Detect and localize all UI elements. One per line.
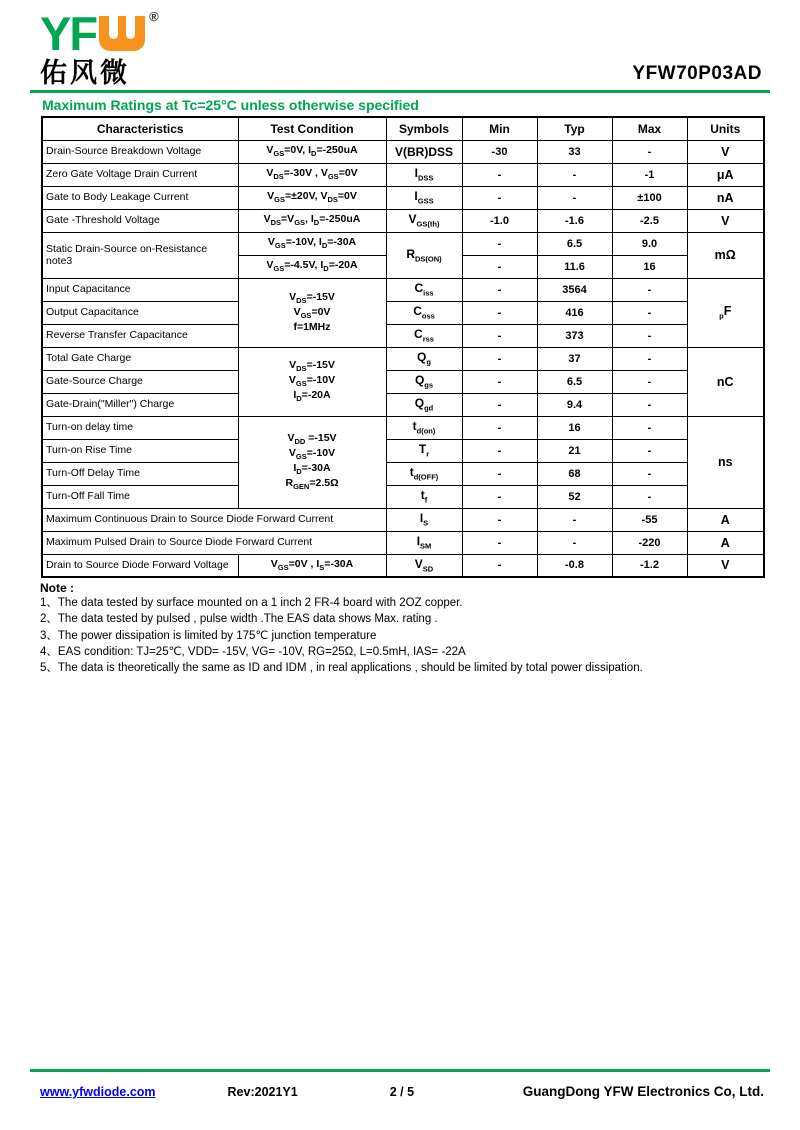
- characteristic-cell: Turn-on Rise Time: [42, 439, 238, 462]
- typ-cell: 3564: [537, 278, 612, 301]
- symbol-cell: $I_S$: [386, 508, 462, 531]
- characteristic-cell: Maximum Continuous Drain to Source Diode Forward Current: [42, 508, 386, 531]
- unit-cell: V: [687, 209, 764, 232]
- typ-cell: 9.4: [537, 393, 612, 416]
- max-cell: -: [612, 347, 687, 370]
- website-link[interactable]: www.yfwdiode.com: [40, 1085, 156, 1099]
- note-item-4: 4、EAS condition: TJ=25℃, VDD= -15V, VG= -10V, RG=25Ω, L=0.5mH, IAS= -22A: [40, 645, 466, 658]
- max-cell: -: [612, 393, 687, 416]
- table-row: [42, 508, 764, 531]
- typ-cell: 6.5: [537, 370, 612, 393]
- condition-cell: $V_{GS}=-4.5V$, $I_D=-20A$: [238, 255, 386, 278]
- min-cell: -: [462, 554, 537, 577]
- note-item-1: 1、The data tested by surface mounted on a 1 inch 2 FR-4 board with 2OZ copper.: [40, 597, 463, 609]
- symbol-cell: $I_{DSS}$: [386, 163, 462, 186]
- characteristic-cell: Input Capacitance: [42, 278, 238, 301]
- col-characteristics: Characteristics: [42, 117, 238, 140]
- min-cell: -: [462, 255, 537, 278]
- col-min: Min: [462, 117, 537, 140]
- min-cell: -: [462, 278, 537, 301]
- logo-yf-letters: YF: [40, 7, 97, 60]
- notes-section: [40, 581, 800, 677]
- condition-cell: $V_{DS}=-15V$ $V_{GS}=0V$ f=1MHz: [238, 278, 386, 347]
- min-cell: -: [462, 347, 537, 370]
- col-max: Max: [612, 117, 687, 140]
- symbol-cell: $Q_g$: [386, 347, 462, 370]
- condition-cell: $V_{DS}=-15V$ $V_{GS}=-10V$ $I_D=-20A$: [238, 347, 386, 416]
- symbol-cell: $I_{GSS}$: [386, 186, 462, 209]
- unit-cell: V: [687, 554, 764, 577]
- typ-cell: 416: [537, 301, 612, 324]
- characteristic-cell: Gate -Threshold Voltage: [42, 209, 238, 232]
- characteristic-cell: Gate to Body Leakage Current: [42, 186, 238, 209]
- characteristic-cell: Static Drain-Source on-Resistance note3: [42, 232, 238, 278]
- table-row: [42, 163, 764, 186]
- characteristic-cell: Turn-on delay time: [42, 416, 238, 439]
- typ-cell: 37: [537, 347, 612, 370]
- max-cell: -1: [612, 163, 687, 186]
- max-cell: -: [612, 485, 687, 508]
- min-cell: -: [462, 531, 537, 554]
- symbol-cell: $I_{SM}$: [386, 531, 462, 554]
- unit-cell: mΩ: [687, 232, 764, 278]
- table-row: [42, 485, 764, 508]
- typ-cell: 21: [537, 439, 612, 462]
- table-row: [42, 347, 764, 370]
- table-row: [42, 209, 764, 232]
- col-symbols: Symbols: [386, 117, 462, 140]
- symbol-cell: $t_{d(OFF)}$: [386, 462, 462, 485]
- max-cell: -: [612, 416, 687, 439]
- page-number: 2 / 5: [389, 1085, 415, 1099]
- min-cell: -: [462, 462, 537, 485]
- typ-cell: -: [537, 531, 612, 554]
- symbol-cell: $C_{rss}$: [386, 324, 462, 347]
- max-cell: -220: [612, 531, 687, 554]
- characteristic-cell: Drain to Source Diode Forward Voltage: [42, 554, 238, 577]
- min-cell: -: [462, 232, 537, 255]
- characteristic-cell: Zero Gate Voltage Drain Current: [42, 163, 238, 186]
- min-cell: -: [462, 485, 537, 508]
- characteristic-cell: Maximum Pulsed Drain to Source Diode Forward Current: [42, 531, 386, 554]
- typ-cell: 33: [537, 140, 612, 163]
- symbol-cell: V(BR)DSS: [386, 140, 462, 163]
- min-cell: -: [462, 393, 537, 416]
- min-cell: -30: [462, 140, 537, 163]
- revision-label: Rev:2021Y1: [227, 1085, 298, 1099]
- typ-cell: 16: [537, 416, 612, 439]
- characteristic-cell: Gate-Source Charge: [42, 370, 238, 393]
- typ-cell: 52: [537, 485, 612, 508]
- typ-cell: -: [537, 508, 612, 531]
- characteristic-cell: Turn-Off Fall Time: [42, 485, 238, 508]
- max-cell: -: [612, 301, 687, 324]
- unit-cell: A: [687, 508, 764, 531]
- symbol-cell: $Q_{gd}$: [386, 393, 462, 416]
- condition-cell: $V_{GS}=0V$, $I_D=-250uA$: [238, 140, 386, 163]
- unit-cell: ns: [687, 416, 764, 508]
- condition-cell: $V_{DS}=V_{GS}$, $I_D=-250uA$: [238, 209, 386, 232]
- table-row: [42, 140, 764, 163]
- typ-cell: 373: [537, 324, 612, 347]
- note-item-2: 2、The data tested by pulsed , pulse width .The EAS data shows Max. rating .: [40, 613, 438, 626]
- typ-cell: -0.8: [537, 554, 612, 577]
- unit-cell: A: [687, 531, 764, 554]
- condition-cell: $V_{GS}=\pm 20V$, $V_{DS}=0V$: [238, 186, 386, 209]
- min-cell: -: [462, 186, 537, 209]
- table-row: [42, 370, 764, 393]
- min-cell: -: [462, 370, 537, 393]
- symbol-cell: $t_{d(on)}$: [386, 416, 462, 439]
- registered-trademark-icon: ®: [149, 9, 159, 24]
- unit-cell: nA: [687, 186, 764, 209]
- unit-cell: $_p$F: [687, 278, 764, 347]
- max-cell: 16: [612, 255, 687, 278]
- col-units: Units: [687, 117, 764, 140]
- symbol-cell: $C_{iss}$: [386, 278, 462, 301]
- table-row: [42, 278, 764, 301]
- min-cell: -: [462, 163, 537, 186]
- table-row: [42, 462, 764, 485]
- table-row: [42, 232, 764, 255]
- symbol-cell: $R_{DS(ON)}$: [386, 232, 462, 278]
- table-row: [42, 439, 764, 462]
- logo-w-notch: [126, 16, 135, 39]
- logo-chinese-name: 佑风微: [40, 58, 130, 89]
- min-cell: -: [462, 301, 537, 324]
- symbol-cell: $C_{oss}$: [386, 301, 462, 324]
- max-cell: -: [612, 462, 687, 485]
- typ-cell: 11.6: [537, 255, 612, 278]
- characteristic-cell: Output Capacitance: [42, 301, 238, 324]
- company-logo: [40, 7, 159, 89]
- max-cell: ±100: [612, 186, 687, 209]
- unit-cell: V: [687, 140, 764, 163]
- max-cell: -: [612, 278, 687, 301]
- typ-cell: 68: [537, 462, 612, 485]
- condition-cell: $V_{GS}=0V$ , $I_S=-30A$: [238, 554, 386, 577]
- condition-cell: $V_{DS}=-30V$ , $V_{GS}=0V$: [238, 163, 386, 186]
- logo-wordmark: [40, 7, 159, 60]
- table-row: [42, 531, 764, 554]
- condition-cell: $V_{GS}=-10V$, $I_D=-30A$: [238, 232, 386, 255]
- table-row: [42, 301, 764, 324]
- max-cell: -1.2: [612, 554, 687, 577]
- col-test-condition: Test Condition: [238, 117, 386, 140]
- symbol-cell: $t_f$: [386, 485, 462, 508]
- typ-cell: -: [537, 186, 612, 209]
- page-footer: [0, 1066, 800, 1099]
- page-header: [0, 0, 800, 87]
- company-name: GuangDong YFW Electronics Co, Ltd.: [522, 1084, 764, 1099]
- condition-cell: $V_{DD} =-15V$ $V_{GS}=-10V$ $I_D=-30A$ $R_{GEN}=2.5\Omega$: [238, 416, 386, 508]
- unit-cell: nC: [687, 347, 764, 416]
- footer-row: [0, 1072, 800, 1099]
- col-typ: Typ: [537, 117, 612, 140]
- characteristic-cell: Total Gate Charge: [42, 347, 238, 370]
- max-cell: -: [612, 370, 687, 393]
- characteristic-cell: Reverse Transfer Capacitance: [42, 324, 238, 347]
- min-cell: -1.0: [462, 209, 537, 232]
- typ-cell: -: [537, 163, 612, 186]
- section-title: Maximum Ratings at Tc=25°C unless otherwise specified: [42, 97, 419, 113]
- characteristic-cell: Drain-Source Breakdown Voltage: [42, 140, 238, 163]
- min-cell: -: [462, 508, 537, 531]
- table-row: [42, 186, 764, 209]
- note-item-5: 5、The data is theoretically the same as ID and IDM , in real applications , should be limited by total power dissipation.: [40, 662, 643, 675]
- table-header-row: [42, 117, 764, 140]
- table-row: [42, 554, 764, 577]
- ratings-table: [41, 116, 765, 578]
- max-cell: -2.5: [612, 209, 687, 232]
- characteristic-cell: Turn-Off Delay Time: [42, 462, 238, 485]
- symbol-cell: $V_{SD}$: [386, 554, 462, 577]
- typ-cell: -1.6: [537, 209, 612, 232]
- characteristic-cell: Gate-Drain("Miller") Charge: [42, 393, 238, 416]
- typ-cell: 6.5: [537, 232, 612, 255]
- max-cell: -: [612, 324, 687, 347]
- table-row: [42, 393, 764, 416]
- notes-label: Note :: [40, 581, 74, 595]
- min-cell: -: [462, 439, 537, 462]
- part-number-title: YFW70P03AD: [632, 63, 762, 84]
- max-cell: 9.0: [612, 232, 687, 255]
- logo-w-notch: [109, 16, 118, 39]
- max-cell: -: [612, 140, 687, 163]
- symbol-cell: $T_r$: [386, 439, 462, 462]
- table-row: [42, 324, 764, 347]
- note-item-3: 3、The power dissipation is limited by 175℃ junction temperature: [40, 629, 377, 642]
- unit-cell: μA: [687, 163, 764, 186]
- table-row: [42, 416, 764, 439]
- symbol-cell: $V_{GS(th)}$: [386, 209, 462, 232]
- symbol-cell: $Q_{gs}$: [386, 370, 462, 393]
- min-cell: -: [462, 416, 537, 439]
- max-cell: -: [612, 439, 687, 462]
- max-cell: -55: [612, 508, 687, 531]
- logo-w-glyph: [99, 16, 145, 51]
- header-divider: [30, 90, 770, 93]
- min-cell: -: [462, 324, 537, 347]
